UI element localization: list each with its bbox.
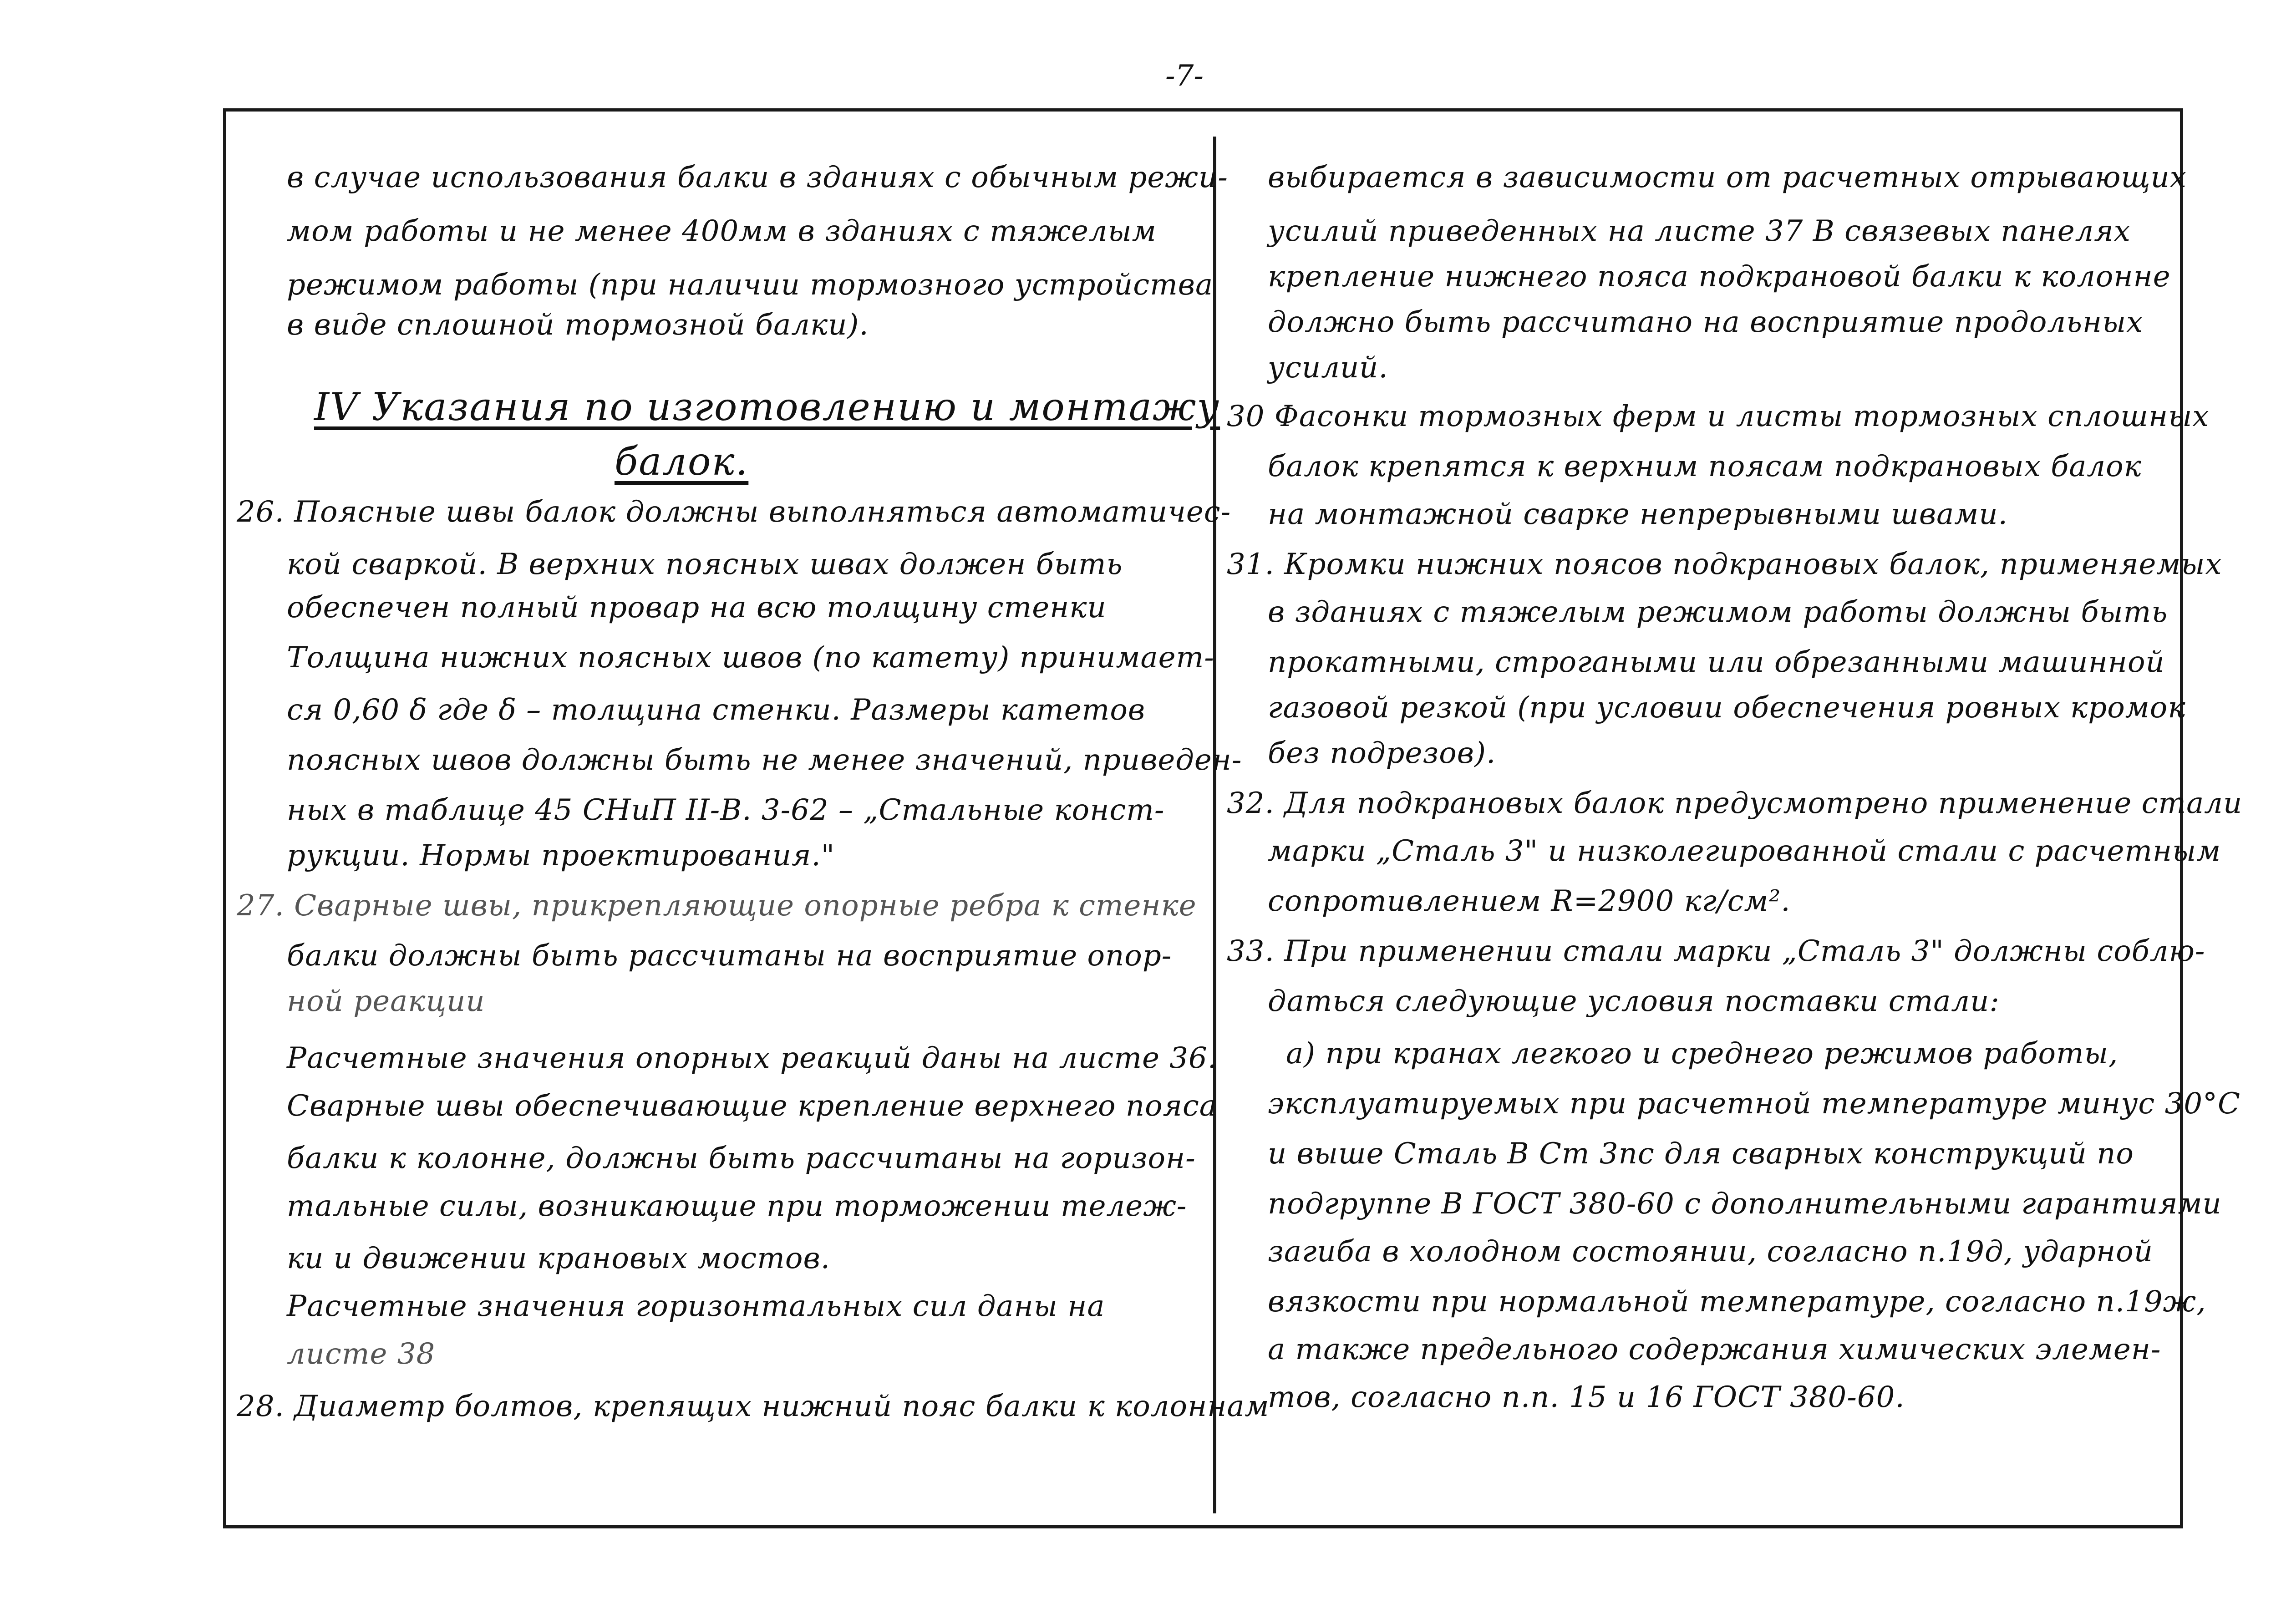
text-line: мом работы и не менее 400мм в зданиях с тяжелым bbox=[287, 214, 1157, 248]
text-line: Расчетные значения опорных реакций даны на листе 36. bbox=[287, 1041, 1218, 1075]
text-line: прокатными, строгаными или обрезанными машинной bbox=[1268, 645, 2165, 679]
text-line: а также предельного содержания химических элемен- bbox=[1268, 1333, 2161, 1366]
text-line: обеспечен полный провар на всю толщину стенки bbox=[287, 591, 1107, 624]
text-line: 26. Поясные швы балок должны выполняться автоматичес- bbox=[237, 495, 1231, 529]
text-line: тов, согласно п.п. 15 и 16 ГОСТ 380-60. bbox=[1268, 1380, 1905, 1414]
text-line: ки и движении крановых мостов. bbox=[287, 1242, 831, 1275]
text-line: усилий приведенных на листе 37 В связевых панелях bbox=[1268, 214, 2131, 248]
text-line: марки „Сталь 3" и низколегированной стали с расчетным bbox=[1268, 834, 2221, 868]
text-line: загиба в холодном состоянии, согласно п.19д, ударной bbox=[1268, 1235, 2153, 1269]
text-line: листе 38 bbox=[287, 1337, 436, 1371]
text-line: должно быть рассчитано на восприятие продольных bbox=[1268, 305, 2144, 339]
text-line: газовой резкой (при условии обеспечения ровных кромок bbox=[1268, 691, 2186, 725]
text-line: крепление нижнего пояса подкрановой балки к колонне bbox=[1268, 260, 2171, 294]
text-line: поясных швов должны быть не менее значений, приведен- bbox=[287, 743, 1242, 777]
section-heading-continued: балок. bbox=[615, 439, 749, 484]
text-line: подгруппе В ГОСТ 380-60 с дополнительными гарантиями bbox=[1268, 1187, 2222, 1221]
text-line: даться следующие условия поставки стали: bbox=[1268, 985, 2000, 1018]
text-line: 31. Кромки нижних поясов подкрановых балок, применяемых bbox=[1227, 548, 2222, 581]
column-divider bbox=[1213, 137, 1216, 1513]
text-line: ся 0,60 δ где δ – толщина стенки. Размеры катетов bbox=[287, 693, 1146, 727]
text-line: балки к колонне, должны быть рассчитаны на горизон- bbox=[287, 1142, 1196, 1175]
text-line: балок крепятся к верхним поясам подкрановых балок bbox=[1268, 450, 2142, 483]
text-line: Сварные швы обеспечивающие крепление верхнего пояса bbox=[287, 1089, 1217, 1123]
text-line: балки должны быть рассчитаны на восприятие опор- bbox=[287, 939, 1172, 973]
text-line: кой сваркой. В верхних поясных швах должен быть bbox=[287, 548, 1123, 581]
text-line: 30 Фасонки тормозных ферм и листы тормозных сплошных bbox=[1227, 400, 2210, 433]
text-line: Толщина нижних поясных швов (по катету) принимает- bbox=[287, 641, 1214, 675]
text-line: сопротивлением R=2900 кг/см². bbox=[1268, 884, 1791, 918]
text-line: тальные силы, возникающие при торможении тележ- bbox=[287, 1189, 1187, 1223]
text-line: вязкости при нормальной температуре, согласно п.19ж, bbox=[1268, 1285, 2206, 1319]
text-line: а) при кранах легкого и среднего режимов работы, bbox=[1286, 1037, 2119, 1071]
page-number: -7- bbox=[1165, 59, 1204, 93]
text-line: ных в таблице 45 СНиП II-В. 3-62 – „Стальные конст- bbox=[287, 793, 1165, 827]
text-line: рукции. Нормы проектирования." bbox=[287, 839, 835, 873]
text-line: без подрезов). bbox=[1268, 736, 1496, 770]
text-line: выбирается в зависимости от расчетных отрывающих bbox=[1268, 161, 2187, 194]
text-line: усилий. bbox=[1268, 351, 1388, 385]
text-line: в зданиях с тяжелым режимом работы должны быть bbox=[1268, 595, 2168, 629]
text-line: 33. При применении стали марки „Сталь 3" должны соблю- bbox=[1227, 934, 2205, 968]
text-line: на монтажной сварке непрерывными швами. bbox=[1268, 497, 2008, 531]
text-line: режимом работы (при наличии тормозного устройства bbox=[287, 268, 1214, 302]
text-line: в случае использования балки в зданиях с обычным режи- bbox=[287, 161, 1228, 194]
text-line: ной реакции bbox=[287, 985, 485, 1018]
text-line: Расчетные значения горизонтальных сил даны на bbox=[287, 1289, 1105, 1323]
text-line: и выше Сталь В Ст 3пс для сварных конструкций по bbox=[1268, 1137, 2134, 1171]
section-heading: IV Указания по изготовлению и монтажу bbox=[314, 385, 1220, 429]
text-line: в виде сплошной тормозной балки). bbox=[287, 308, 869, 342]
text-line: эксплуатируемых при расчетной температуре минус 30°С bbox=[1268, 1087, 2240, 1121]
text-line: 32. Для подкрановых балок предусмотрено применение стали bbox=[1227, 787, 2243, 820]
text-line: 27. Сварные швы, прикрепляющие опорные ребра к стенке bbox=[237, 889, 1197, 923]
text-line: 28. Диаметр болтов, крепящих нижний пояс балки к колоннам bbox=[237, 1390, 1270, 1423]
